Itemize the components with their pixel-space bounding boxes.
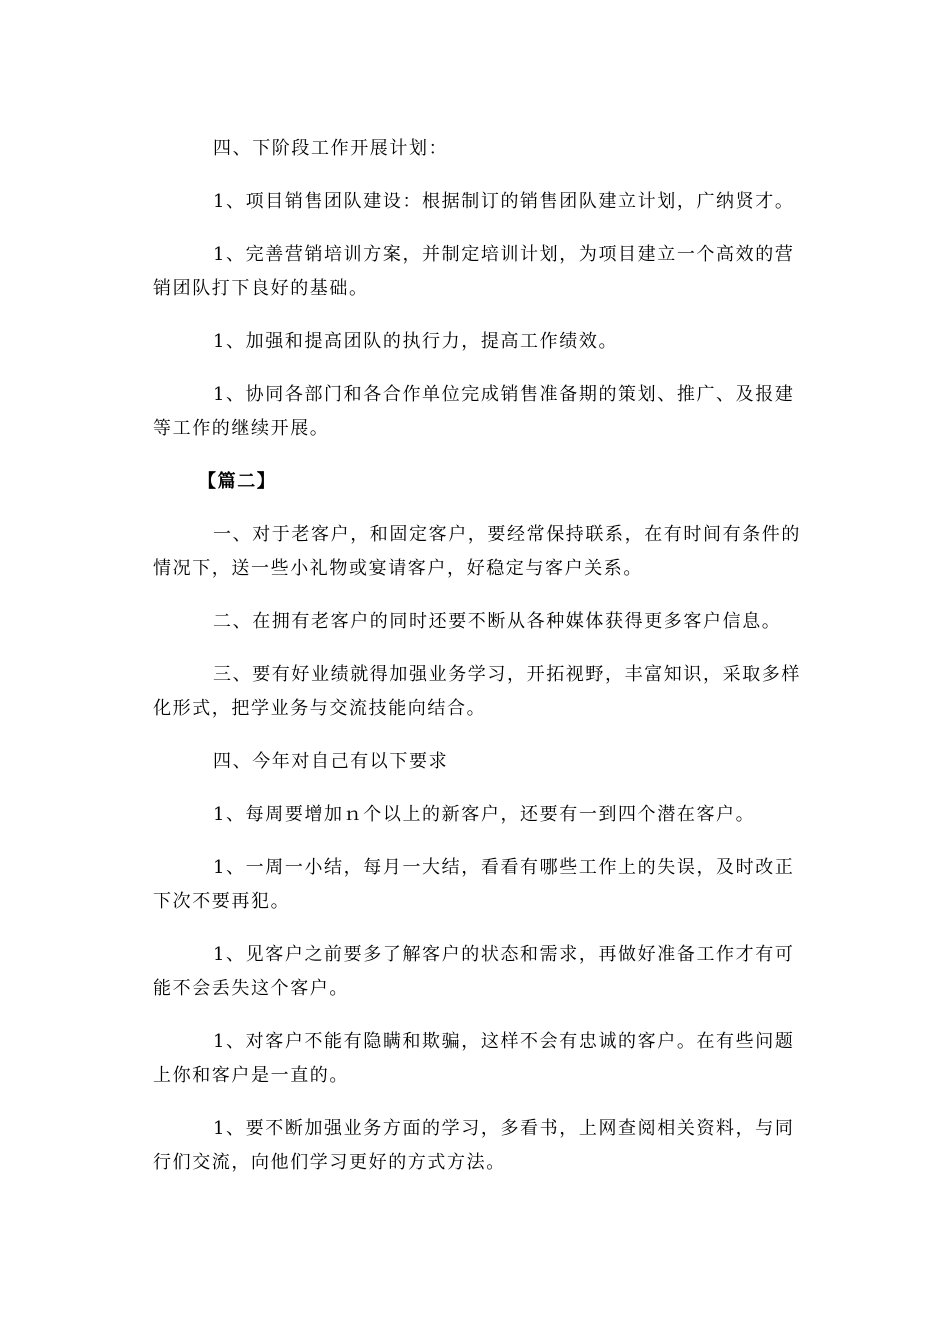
paragraph-weekly-summary: 1、一周一小结，每月一大结，看看有哪些工作上的失误，及时改正下次不要再犯。 — [153, 857, 795, 912]
paragraph-business-study: 三、要有好业绩就得加强业务学习，开拓视野，丰富知识，采取多样化形式，把学业务与交流技能向结合。 — [153, 664, 801, 719]
paragraph-coordination: 1、协同各部门和各合作单位完成销售准备期的策划、推广、及报建等工作的继续开展。 — [153, 384, 795, 439]
section-heading-part-two: 【篇二】 — [198, 471, 277, 492]
paragraph-honesty: 1、对客户不能有隐瞒和欺骗，这样不会有忠诚的客户。在有些问题上你和客户是一直的。 — [153, 1031, 795, 1086]
paragraph-team-building: 1、项目销售团队建设：根据制订的销售团队建立计划，广纳贤才。 — [213, 191, 795, 212]
paragraph-training-plan: 1、完善营销培训方案，并制定培训计划，为项目建立一个高效的营销团队打下良好的基础。 — [153, 244, 795, 299]
paragraph-customer-info: 二、在拥有老客户的同时还要不断从各种媒体获得更多客户信息。 — [213, 611, 782, 632]
section-heading-next-plan: 四、下阶段工作开展计划： — [213, 138, 449, 159]
paragraph-requirements-heading: 四、今年对自己有以下要求 — [213, 751, 449, 772]
paragraph-know-customer: 1、见客户之前要多了解客户的状态和需求，再做好准备工作才有可能不会丢失这个客户。 — [153, 944, 795, 999]
paragraph-new-customers: 1、每周要增加ｎ个以上的新客户，还要有一到四个潜在客户。 — [213, 804, 756, 825]
paragraph-old-customers: 一、对于老客户，和固定客户，要经常保持联系，在有时间有条件的情况下，送一些小礼物或宴请客户，好稳定与客户关系。 — [153, 524, 801, 579]
document-body — [153, 132, 803, 1199]
paragraph-keep-learning: 1、要不断加强业务方面的学习，多看书，上网查阅相关资料，与同行们交流，向他们学习更好的方式方法。 — [153, 1118, 795, 1173]
paragraph-execution: 1、加强和提高团队的执行力，提高工作绩效。 — [213, 331, 619, 352]
